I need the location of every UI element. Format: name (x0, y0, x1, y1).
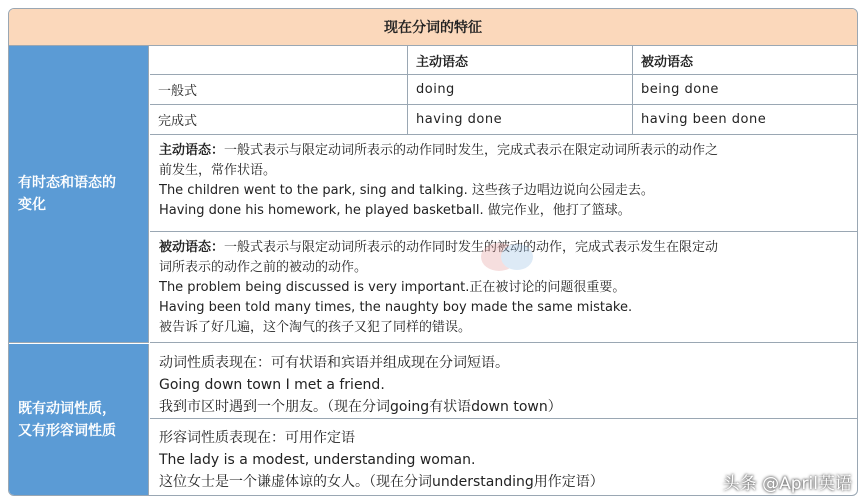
section1-label-line1: 有时态和语态的 (18, 175, 116, 191)
table-title: 现在分词的特征 (9, 9, 857, 46)
section2-label-line1: 既有动词性质， (18, 401, 116, 417)
adj-note-line1: 形容词性质表现在：可用作定语 (159, 430, 355, 446)
section2-label (9, 344, 149, 496)
table-row (150, 105, 857, 135)
passive-note-line1: 一般式表示与限定动词所表示的动作同时发生的被动的动作，完成式表示发生在限定动 (224, 240, 719, 255)
active-voice-note (150, 135, 857, 232)
active-note-line2: 前发生，常作状语。 (159, 163, 277, 178)
watermark-logo-icon (479, 237, 535, 277)
active-note-heading: 主动语态： (159, 143, 225, 158)
form-label: 一般式 (150, 75, 408, 104)
table-header-row (150, 46, 857, 75)
active-note-line1: 一般式表示与限定动词所表示的动作同时发生，完成式表示在限定动词所表示的动作之 (224, 143, 719, 158)
header-empty (150, 46, 408, 74)
active-example-1: The children went to the park, sing and talking. 这些孩子边唱边说向公园走去。 (159, 183, 654, 198)
adj-note-line2: The lady is a modest, understanding woman. (159, 452, 476, 468)
adj-note-line3: 这位女士是一个谦虚体谅的女人。（现在分词understanding用作定语） (159, 474, 604, 490)
passive-form: being done (641, 82, 719, 97)
active-example-2: Having done his homework, he played basketball. 做完作业，他打了篮球。 (159, 203, 631, 218)
grammar-table (8, 8, 858, 496)
header-passive: 被动语态 (641, 54, 694, 70)
active-form: having done (408, 105, 633, 134)
watermark-text: 头条 @April英语 (722, 474, 852, 494)
verb-property-note (150, 344, 857, 419)
passive-form: having been done (641, 112, 767, 127)
passive-example-1: The problem being discussed is very important.正在被讨论的问题很重要。 (159, 280, 626, 295)
section2-label-line2: 又有形容词性质 (18, 423, 116, 439)
verb-note-line1: 动词性质表现在：可有状语和宾语并组成现在分词短语。 (159, 355, 509, 371)
section1-label-line2: 变化 (18, 197, 46, 213)
passive-example-2: Having been told many times, the naughty boy made the same mistake. (159, 300, 633, 315)
passive-example-3: 被告诉了好几遍，这个淘气的孩子又犯了同样的错误。 (159, 320, 472, 335)
passive-note-line2: 词所表示的动作之前的被动的动作。 (159, 260, 368, 275)
form-label: 完成式 (150, 105, 408, 134)
verb-note-line3: 我到市区时遇到一个朋友。（现在分词going有状语down town） (159, 399, 562, 415)
header-active: 主动语态 (408, 46, 633, 74)
section1-label (9, 46, 149, 343)
active-form: doing (408, 75, 633, 104)
table-row (150, 75, 857, 105)
verb-note-line2: Going down town I met a friend. (159, 377, 385, 393)
passive-note-heading: 被动语态： (159, 240, 225, 255)
